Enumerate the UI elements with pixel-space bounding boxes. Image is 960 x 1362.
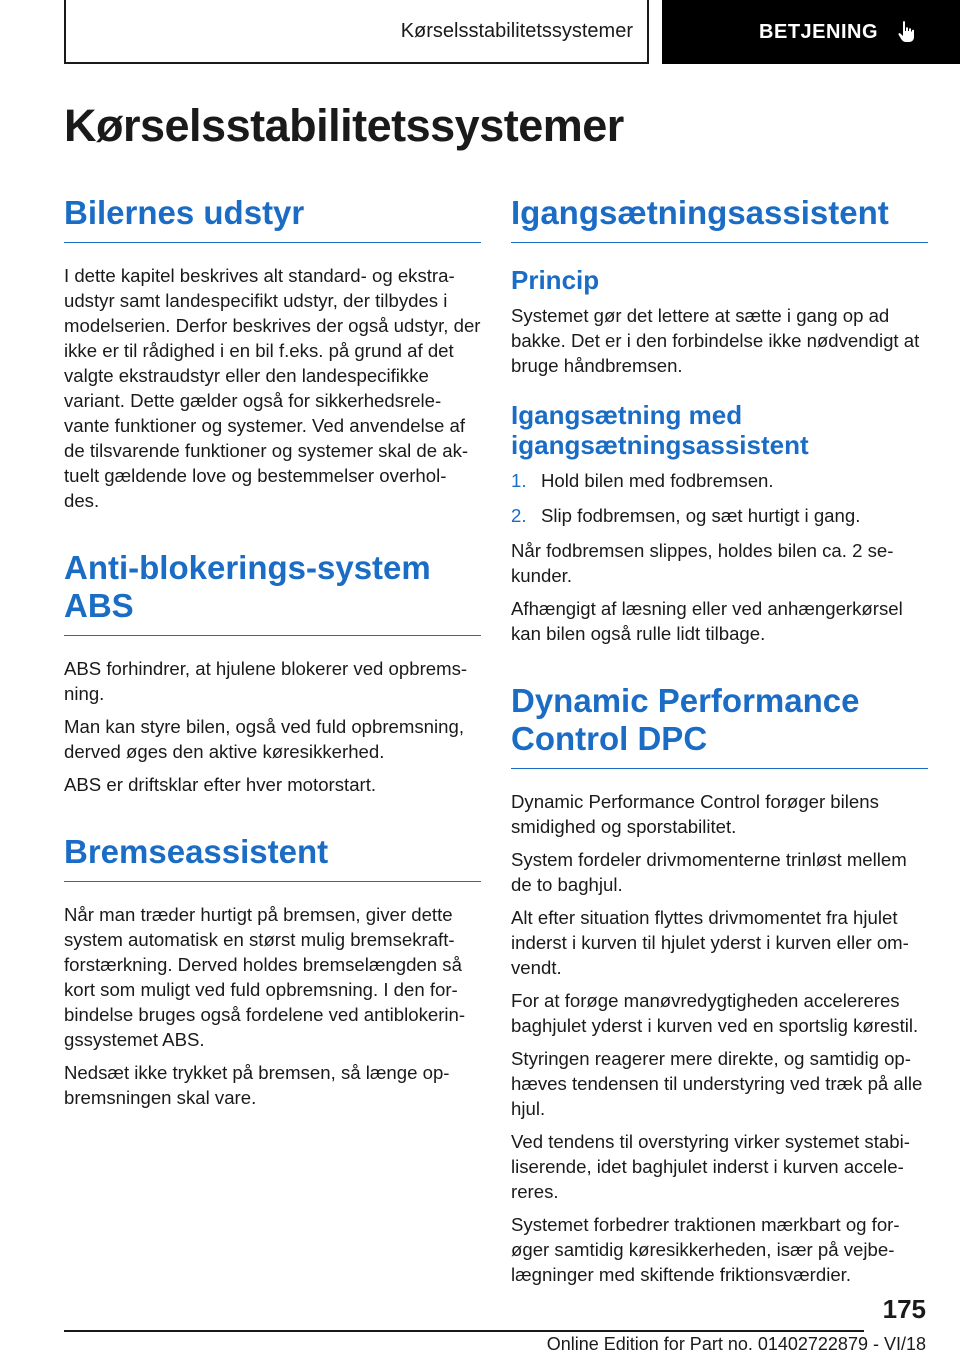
section-heading: Igangsætningsassistent [511, 186, 928, 243]
paragraph: Ved tendens til overstyring virker systemet stabi-liserende, idet baghjulet inderst i kurven accele-reres. [511, 1131, 910, 1202]
footer-divider [64, 1330, 864, 1332]
steps-list [511, 468, 928, 528]
step-text: Slip fodbremsen, og sæt hurtigt i gang. [541, 505, 861, 526]
section-heading: Bremseassistent [64, 825, 481, 882]
step-text: Hold bilen med fodbremsen. [541, 470, 774, 491]
section-abs [64, 541, 481, 797]
section-tab[interactable] [64, 0, 649, 64]
section-heading: Bilernes udstyr [64, 186, 481, 243]
page-title: Kørselsstabilitetssystemer [64, 100, 624, 151]
section-brake-assist [64, 825, 481, 1110]
paragraph: Alt efter situation flyttes drivmomentet fra hjulet inderst i kurven til hjulet yderst i kurven eller om-vendt. [511, 907, 909, 978]
page-number: 175 [882, 1294, 926, 1324]
list-item [511, 468, 928, 493]
subheading: Princip [511, 265, 600, 295]
paragraph: Dynamic Performance Control forøger bilens smidighed og sporstabilitet. [511, 791, 879, 837]
step-number: 1. [511, 470, 527, 491]
paragraph: Systemet forbedrer traktionen mærkbart og for-øger samtidig køresikkerheden, især på vejbe-lægninger med skiftende friktionsværdier. [511, 1214, 900, 1285]
paragraph: Afhængigt af læsning eller ved anhængerkørsel kan bilen også rulle lidt tilbage. [511, 598, 903, 644]
hand-pointer-icon [894, 19, 920, 45]
left-column [64, 186, 481, 1118]
chapter-tab-label: BETJENING [759, 20, 878, 43]
paragraph: Når fodbremsen slippes, holdes bilen ca. 2 se-kunder. [511, 540, 894, 586]
paragraph: System fordeler drivmomenterne trinløst mellem de to baghjul. [511, 849, 907, 895]
section-heading: Anti-blokerings-system ABS [64, 541, 481, 636]
section-vehicle-equipment [64, 186, 481, 513]
subheading: Igangsætning med igangsætningsassistent [511, 400, 809, 460]
paragraph: Systemet gør det lettere at sætte i gang op ad bakke. Det er i den forbindelse ikke nødvendigt at bruge håndbremsen. [511, 305, 920, 376]
paragraph: ABS er driftsklar efter hver motorstart. [64, 774, 377, 795]
paragraph: For at forøge manøvredygtigheden accelereres baghjulet yderst i kurven ved en sportslig kørestil. [511, 990, 919, 1036]
section-tab-label: Kørselsstabilitetssystemer [400, 19, 633, 42]
paragraph: Man kan styre bilen, også ved fuld opbremsning, derved øges den aktive køresikkerhed. [64, 716, 464, 762]
right-column [511, 186, 928, 1295]
section-heading: Dynamic Performance Control DPC [511, 674, 928, 769]
section-hill-start-assist [511, 186, 928, 646]
paragraph: Nedsæt ikke trykket på bremsen, så længe op-bremsningen skal vare. [64, 1062, 450, 1108]
list-item [511, 503, 928, 528]
chapter-tab[interactable] [662, 0, 960, 64]
paragraph: Styringen reagerer mere direkte, og samtidig op-hæves tendensen til understyring ved træk på alle hjul. [511, 1048, 923, 1119]
edition-note: Online Edition for Part no. 01402722879 - VI/18 [546, 1334, 926, 1354]
paragraph: I dette kapitel beskrives alt standard- og ekstra-udstyr samt landespecifikt udstyr, der tilbydes i modelserien. Derfor beskrives der også udstyr, der ikke er til rådighed i en bil f.eks. på grund af det valgte ekstraudstyr eller den landespecifikke variant. Dette gælder også for sikkerhedsrele-vante funktioner og systemer. Ved anvendelse af de tilsvarende funktioner og systemer skal de ak-tuelt gældende love og bestemmelser overhol-des. [64, 265, 481, 511]
section-dpc [511, 674, 928, 1287]
paragraph: ABS forhindrer, at hjulene blokerer ved opbrems-ning. [64, 658, 468, 704]
step-number: 2. [511, 505, 527, 526]
paragraph: Når man træder hurtigt på bremsen, giver dette system automatisk en størst mulig bremsekraft-forstærkning. Derved holdes bremselængden så kort som muligt ved fuld opbremsning. I den for-bindelse bruges også fordelene ved antiblokerin-gssystemet ABS. [64, 904, 466, 1050]
